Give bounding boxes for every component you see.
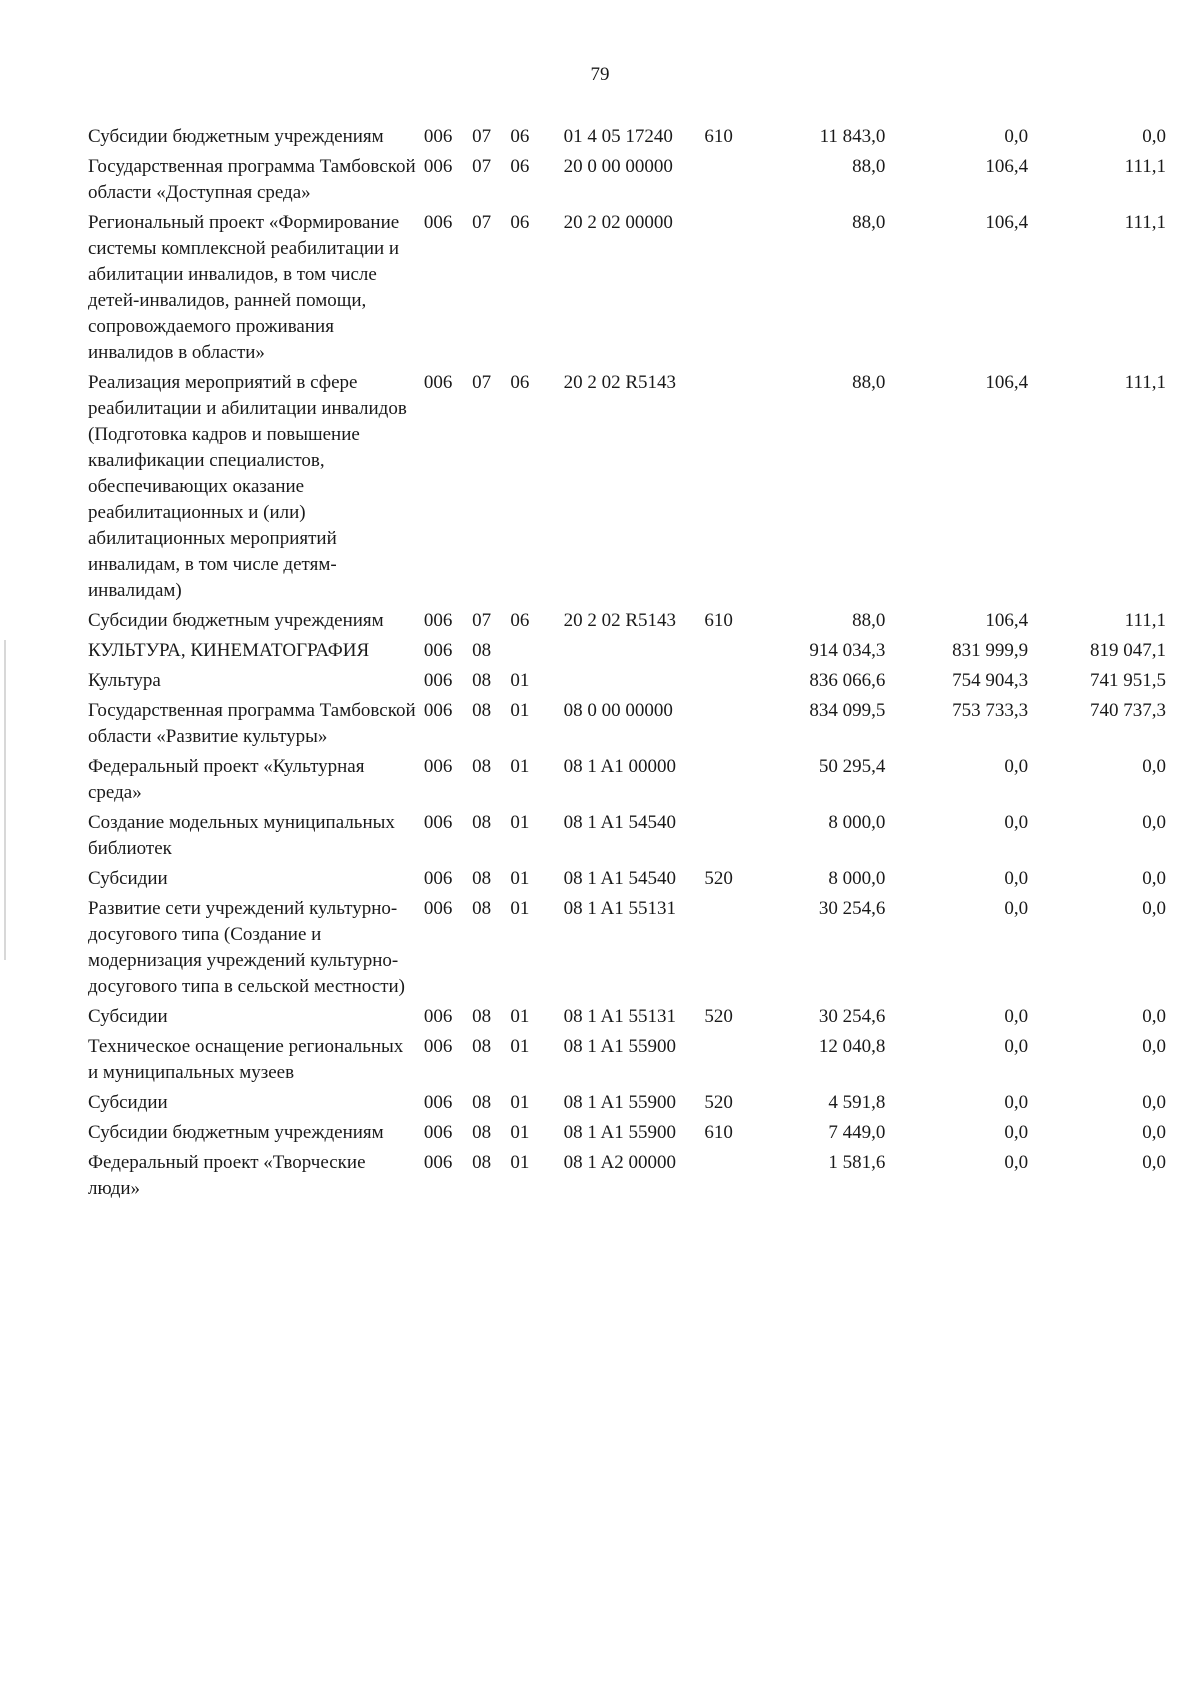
code-target-article: 20 0 00 00000 [563, 156, 673, 177]
row-name: Культура [88, 670, 161, 691]
budget-table-body [88, 124, 1166, 1206]
code-ministry: 006 [423, 640, 453, 661]
code-ministry: 006 [423, 1152, 453, 1173]
code-target-article: 08 1 A1 54540 [563, 812, 677, 833]
amount-year-3: 0,0 [1142, 1006, 1166, 1027]
row-name: Создание модельных муниципальных библиотек [88, 812, 395, 859]
code-section: 07 [472, 212, 492, 233]
table-row [88, 1004, 1166, 1034]
amount-year-1: 88,0 [852, 372, 886, 393]
table-row [88, 1150, 1166, 1206]
table-row [88, 810, 1166, 866]
code-expense-type [704, 210, 764, 370]
row-name: Субсидии [88, 1092, 168, 1113]
table-row [88, 866, 1166, 896]
code-subsection: 01 [510, 700, 530, 721]
code-expense-type: 520 [704, 1006, 733, 1027]
code-target-article [564, 668, 705, 698]
code-subsection: 01 [510, 1122, 530, 1143]
row-name: Субсидии [88, 868, 168, 889]
amount-year-3: 0,0 [1142, 898, 1166, 919]
amount-year-1: 88,0 [852, 212, 886, 233]
amount-year-2: 106,4 [985, 610, 1029, 631]
amount-year-2: 0,0 [1004, 1152, 1029, 1173]
amount-year-2: 753 733,3 [952, 700, 1029, 721]
amount-year-1: 914 034,3 [809, 640, 886, 661]
amount-year-1: 8 000,0 [828, 812, 886, 833]
code-expense-type [704, 154, 764, 210]
code-ministry: 006 [423, 756, 453, 777]
code-ministry: 006 [423, 700, 453, 721]
amount-year-3: 0,0 [1142, 812, 1166, 833]
code-expense-type [704, 668, 764, 698]
amount-year-3: 111,1 [1124, 610, 1166, 631]
code-target-article: 08 1 A1 55900 [563, 1036, 677, 1057]
code-subsection: 06 [510, 156, 530, 177]
code-subsection: 06 [510, 212, 530, 233]
row-name: Региональный проект «Формирование системы комплексной реабилитации и абилитации инвалидов, в том числе детей-инвалидов, ранней помощи, сопровождаемого проживания инвалидов в области» [88, 212, 400, 363]
amount-year-1: 8 000,0 [828, 868, 886, 889]
table-row [88, 370, 1166, 608]
code-target-article: 01 4 05 17240 [563, 126, 673, 147]
table-row [88, 1120, 1166, 1150]
amount-year-2: 0,0 [1004, 126, 1029, 147]
code-subsection: 01 [510, 898, 530, 919]
code-subsection: 06 [510, 126, 530, 147]
amount-year-2: 0,0 [1004, 1006, 1029, 1027]
code-target-article: 08 1 A1 55900 [563, 1092, 677, 1113]
code-ministry: 006 [423, 1092, 453, 1113]
row-name: Реализация мероприятий в сфере реабилитации и абилитации инвалидов (Подготовка кадров и повышение квалификации специалистов, обеспечивающих оказание реабилитационных и (или) абилитационных мероприятий инвалидам, в том числе детям-инвалидам) [88, 372, 407, 601]
amount-year-2: 0,0 [1004, 1122, 1029, 1143]
code-target-article: 08 1 A1 55900 [563, 1122, 677, 1143]
amount-year-2: 0,0 [1004, 756, 1029, 777]
code-section: 07 [472, 156, 492, 177]
row-name: Федеральный проект «Культурная среда» [88, 756, 365, 803]
row-name: Техническое оснащение региональных и муниципальных музеев [88, 1036, 404, 1083]
amount-year-1: 88,0 [852, 156, 886, 177]
code-expense-type: 520 [704, 868, 733, 889]
amount-year-1: 11 843,0 [819, 126, 886, 147]
amount-year-3: 0,0 [1142, 126, 1166, 147]
code-target-article: 08 1 A1 00000 [563, 756, 677, 777]
code-expense-type [704, 896, 764, 1004]
amount-year-3: 111,1 [1124, 212, 1166, 233]
table-row [88, 1090, 1166, 1120]
code-expense-type: 610 [704, 610, 733, 631]
code-ministry: 006 [423, 610, 453, 631]
code-subsection: 01 [510, 670, 530, 691]
code-ministry: 006 [423, 812, 453, 833]
row-name: Субсидии бюджетным учреждениям [88, 610, 384, 631]
code-target-article: 08 1 A1 55131 [563, 898, 677, 919]
code-expense-type: 520 [704, 1092, 733, 1113]
budget-table [88, 124, 1166, 1206]
table-row [88, 754, 1166, 810]
code-subsection: 06 [510, 610, 530, 631]
code-target-article: 08 1 A2 00000 [563, 1152, 677, 1173]
code-section: 08 [472, 756, 492, 777]
code-subsection: 01 [510, 1006, 530, 1027]
table-row [88, 608, 1166, 638]
row-name: Субсидии бюджетным учреждениям [88, 126, 384, 147]
amount-year-3: 0,0 [1142, 1036, 1166, 1057]
code-section: 08 [472, 812, 492, 833]
code-ministry: 006 [423, 1006, 453, 1027]
table-row [88, 124, 1166, 154]
table-row [88, 668, 1166, 698]
amount-year-1: 4 591,8 [828, 1092, 886, 1113]
row-name: Субсидии [88, 1006, 168, 1027]
code-expense-type [704, 1034, 764, 1090]
amount-year-3: 0,0 [1142, 1092, 1166, 1113]
code-ministry: 006 [423, 670, 453, 691]
amount-year-3: 0,0 [1142, 756, 1166, 777]
code-target-article: 08 0 00 00000 [563, 700, 673, 721]
code-subsection: 06 [510, 372, 530, 393]
amount-year-1: 834 099,5 [809, 700, 886, 721]
code-subsection: 01 [510, 1036, 530, 1057]
code-section: 07 [472, 126, 492, 147]
page-number: 79 [590, 64, 610, 85]
code-subsection: 01 [510, 756, 530, 777]
amount-year-3: 111,1 [1124, 156, 1166, 177]
code-ministry: 006 [423, 372, 453, 393]
code-ministry: 006 [423, 1036, 453, 1057]
amount-year-3: 0,0 [1142, 1152, 1166, 1173]
amount-year-1: 1 581,6 [828, 1152, 886, 1173]
amount-year-1: 7 449,0 [828, 1122, 886, 1143]
code-target-article: 08 1 A1 54540 [563, 868, 677, 889]
code-ministry: 006 [423, 126, 453, 147]
row-name: Федеральный проект «Творческие люди» [88, 1152, 366, 1199]
code-target-article: 20 2 02 00000 [563, 212, 673, 233]
code-subsection: 01 [510, 812, 530, 833]
amount-year-1: 12 040,8 [818, 1036, 886, 1057]
code-section: 07 [472, 610, 492, 631]
amount-year-3: 0,0 [1142, 868, 1166, 889]
code-section: 08 [472, 1092, 492, 1113]
code-target-article: 08 1 A1 55131 [563, 1006, 677, 1027]
code-section: 08 [472, 670, 492, 691]
amount-year-1: 30 254,6 [818, 1006, 886, 1027]
code-subsection: 01 [510, 1152, 530, 1173]
code-section: 08 [472, 1122, 492, 1143]
table-row [88, 154, 1166, 210]
table-row [88, 210, 1166, 370]
code-expense-type: 610 [704, 126, 733, 147]
amount-year-2: 0,0 [1004, 1036, 1029, 1057]
code-section: 08 [472, 1152, 492, 1173]
code-section: 08 [472, 700, 492, 721]
code-ministry: 006 [423, 1122, 453, 1143]
code-expense-type [704, 1150, 764, 1206]
amount-year-2: 0,0 [1004, 898, 1029, 919]
amount-year-3: 741 951,5 [1090, 670, 1166, 691]
amount-year-1: 30 254,6 [818, 898, 886, 919]
row-name: Государственная программа Тамбовской области «Доступная среда» [88, 156, 416, 203]
amount-year-2: 106,4 [985, 212, 1029, 233]
amount-year-3: 0,0 [1142, 1122, 1166, 1143]
amount-year-2: 831 999,9 [952, 640, 1029, 661]
code-section: 08 [472, 868, 492, 889]
amount-year-1: 836 066,6 [809, 670, 886, 691]
code-expense-type [704, 754, 764, 810]
code-target-article: 20 2 02 R5143 [563, 610, 677, 631]
code-section: 08 [472, 898, 492, 919]
code-target-article: 20 2 02 R5143 [563, 372, 677, 393]
code-ministry: 006 [423, 868, 453, 889]
row-name: Государственная программа Тамбовской области «Развитие культуры» [88, 700, 416, 747]
code-section: 08 [472, 1036, 492, 1057]
table-row [88, 1034, 1166, 1090]
code-subsection: 01 [510, 1092, 530, 1113]
amount-year-2: 106,4 [985, 156, 1029, 177]
code-section: 08 [472, 1006, 492, 1027]
row-name: Субсидии бюджетным учреждениям [88, 1122, 384, 1143]
amount-year-1: 88,0 [852, 610, 886, 631]
amount-year-2: 0,0 [1004, 812, 1029, 833]
code-ministry: 006 [423, 156, 453, 177]
code-section: 08 [472, 640, 492, 661]
amount-year-3: 111,1 [1124, 372, 1166, 393]
code-section: 07 [472, 372, 492, 393]
table-row [88, 896, 1166, 1004]
code-expense-type [704, 698, 764, 754]
code-subsection [510, 638, 563, 668]
amount-year-3: 740 737,3 [1090, 700, 1166, 721]
row-name: Развитие сети учреждений культурно-досугового типа (Создание и модернизация учреждений культурно-досугового типа в сельской местности) [88, 898, 405, 997]
code-subsection: 01 [510, 868, 530, 889]
row-name: КУЛЬТУРА, КИНЕМАТОГРАФИЯ [88, 640, 370, 661]
table-row [88, 698, 1166, 754]
code-expense-type [704, 810, 764, 866]
amount-year-2: 754 904,3 [952, 670, 1029, 691]
amount-year-2: 106,4 [985, 372, 1029, 393]
code-expense-type [704, 638, 764, 668]
amount-year-3: 819 047,1 [1090, 640, 1166, 661]
scan-margin-mark [4, 640, 6, 960]
amount-year-1: 50 295,4 [818, 756, 886, 777]
code-ministry: 006 [423, 898, 453, 919]
code-expense-type [704, 370, 764, 608]
code-expense-type: 610 [704, 1122, 733, 1143]
amount-year-2: 0,0 [1004, 1092, 1029, 1113]
table-row [88, 638, 1166, 668]
code-ministry: 006 [423, 212, 453, 233]
code-target-article [564, 638, 705, 668]
amount-year-2: 0,0 [1004, 868, 1029, 889]
